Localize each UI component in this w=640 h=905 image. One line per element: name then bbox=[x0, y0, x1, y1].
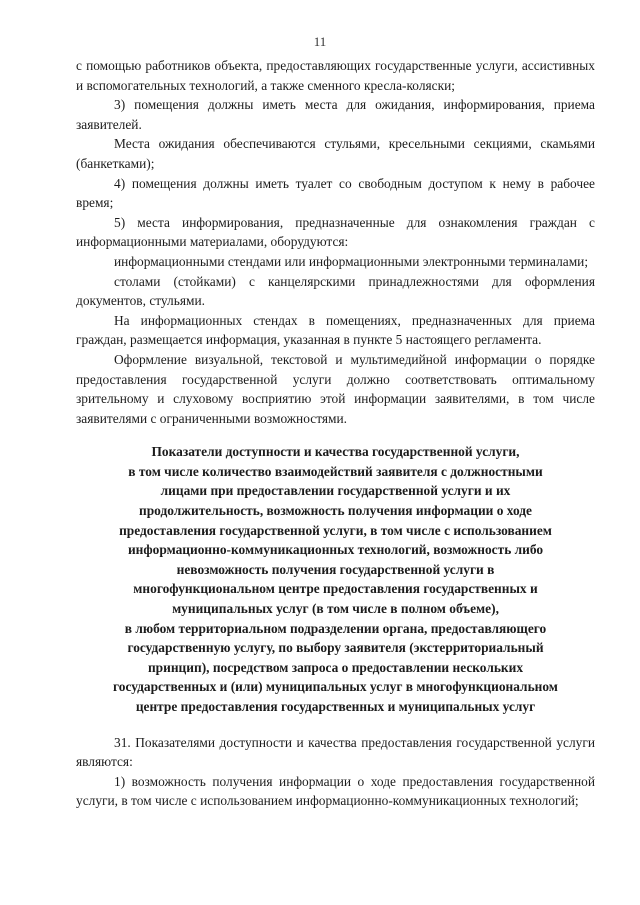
heading-line: государственную услугу, по выбору заявителя (экстерриториальный bbox=[127, 640, 544, 656]
heading-line: в любом территориальном подразделении органа, предоставляющего bbox=[124, 620, 547, 636]
paragraph: 31. Показателями доступности и качества предоставления государственной услуги являются: bbox=[76, 734, 595, 770]
document-body bbox=[76, 56, 595, 811]
heading-line: центре предоставления государственных и муниципальных услуг bbox=[135, 699, 536, 714]
heading-line: муниципальных услуг (в том числе в полном объеме), bbox=[172, 601, 499, 617]
heading-line: многофункциональном центре предоставления государственных и bbox=[133, 581, 538, 597]
heading-line: принцип), посредством запроса о предоставлении нескольких bbox=[147, 659, 524, 675]
paragraph: Места ожидания обеспечиваются стульями, кресельными секциями, скамьями (банкетками); bbox=[76, 136, 595, 171]
heading-line: Показатели доступности и качества государственной услуги, bbox=[151, 444, 520, 460]
heading-line: невозможность получения государственной услуги в bbox=[176, 561, 495, 577]
paragraph: 4) помещения должны иметь туалет со свободным доступом к нему в рабочее время; bbox=[76, 175, 595, 211]
section-heading bbox=[76, 442, 595, 716]
paragraph: информационными стендами или информационными электронными терминалами; bbox=[114, 253, 589, 269]
heading-line: предоставления государственной услуги, в том числе с использованием bbox=[119, 522, 552, 538]
heading-line: информационно-коммуникационных технологий, возможность либо bbox=[127, 542, 544, 558]
paragraph: Оформление визуальной, текстовой и мультимедийной информации о порядке предоставления государственной услуги должно соответствовать оптимальному зрительному и слуховому восприятию этой информации заявителями, в том числе заявителями с ограниченными возможностями. bbox=[76, 351, 595, 426]
heading-line: продолжительность, возможность получения информации о ходе bbox=[139, 503, 532, 519]
heading-line: лицами при предоставлении государственной услуги и их bbox=[160, 483, 511, 499]
paragraph: 1) возможность получения информации о ходе предоставления государственной услуги, в том числе с использованием информационно-коммуникационных технологий; bbox=[76, 773, 595, 809]
heading-line: в том числе количество взаимодействий заявителя с должностными bbox=[128, 463, 543, 479]
paragraph: столами (стойками) с канцелярскими принадлежностями для оформления документов, стульями. bbox=[76, 273, 595, 309]
paragraph: 5) места информирования, предназначенные для ознакомления граждан с информационными материалами, оборудуются: bbox=[76, 214, 595, 250]
paragraph: 3) помещения должны иметь места для ожидания, информирования, приема заявителей. bbox=[76, 97, 595, 132]
paragraph: с помощью работников объекта, предоставляющих государственные услуги, ассистивных и вспомогательных технологий, а также сменного кресла-коляски; bbox=[76, 58, 595, 93]
page-number: 11 bbox=[313, 34, 327, 49]
heading-line: государственных и (или) муниципальных услуг в многофункциональном bbox=[113, 679, 558, 695]
paragraph: На информационных стендах в помещениях, предназначенных для приема граждан, размещается информация, указанная в пункте 5 настоящего регламента. bbox=[76, 312, 595, 348]
